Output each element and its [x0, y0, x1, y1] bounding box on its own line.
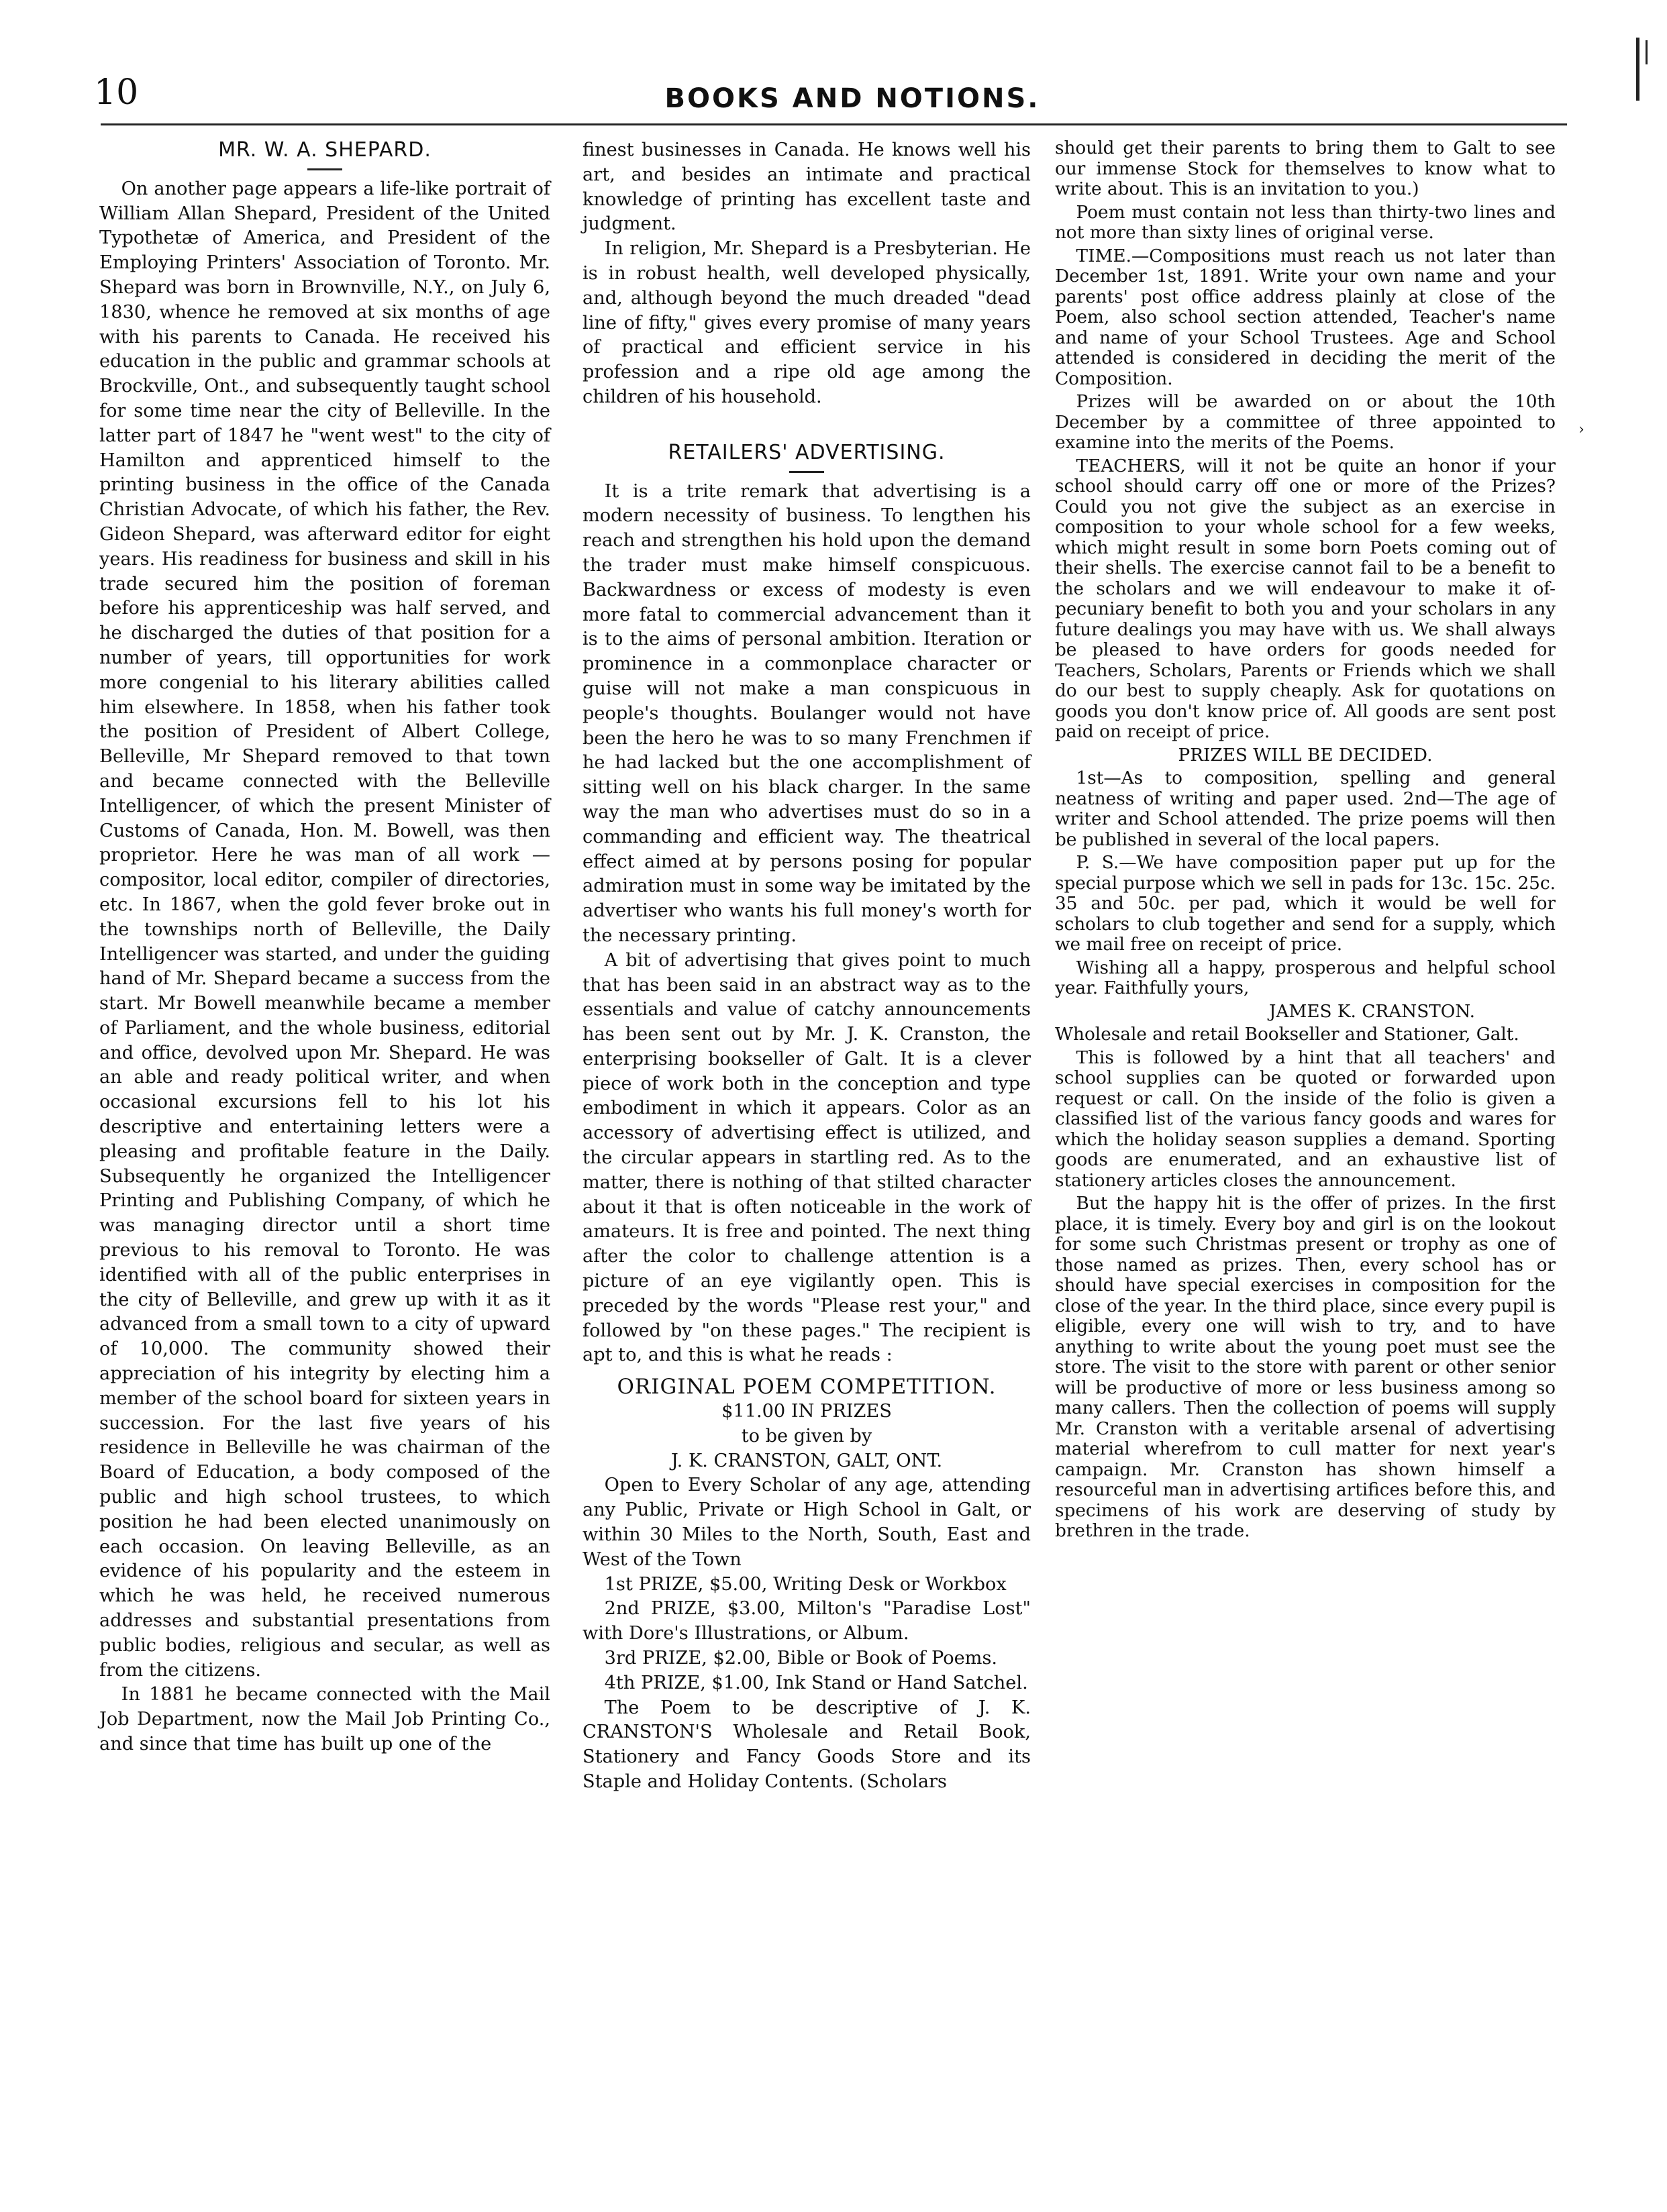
paragraph: finest businesses in Canada. He knows well his art, and besides an intimate and practical knowledge of printing has excellent taste and judgment. — [583, 140, 1031, 235]
margin-mark — [1646, 40, 1648, 64]
prize-item: 4th PRIZE, $1.00, Ink Stand or Hand Satchel. — [604, 1672, 1028, 1693]
poem-competition-title: ORIGINAL POEM COMPETITION. — [617, 1375, 997, 1400]
prizes-heading: PRIZES WILL BE DECIDED. — [1178, 745, 1433, 766]
spacer — [583, 410, 1031, 441]
paragraph: 1st—As to composition, spelling and general neatness of writing and paper used. 2nd—The age of writer and School attended. The prize poems will then be published in several of the local papers. — [1055, 768, 1556, 850]
paragraph: In religion, Mr. Shepard is a Presbyterian. He is in robust health, well developed physically, and, although beyond the much dreaded "dead line of fifty," gives every promise of many years of practical and efficient service in his profession and a ripe old age among the children of his household. — [583, 238, 1031, 407]
paragraph: On another page appears a life-like portrait of William Allan Shepard, President of the United Typothetæ of America, and President of the Employing Printers' Association of Toronto. Mr. Shepard was born in Brownville, N.Y., on July 6, 1830, whence he removed at six months of age with his parents to Canada. He received his education in the public and grammar schools at Brockville, Ont., and subsequently taught school for some time near the city of Belleville. In the latter part of 1847 he "went west" to the city of Hamilton and apprenticed himself to the printing business in the office of the Canada Christian Advocate, of which his father, the Rev. Gideon Shepard, was afterward editor for eight years. His readiness for business and skill in his trade secured him the position of foreman before his apprenticeship was half served, and he discharged the duties of that position for a number of years, till opportunities for work more congenial to his literary abilities called him elsewhere. In 1858, when his father took the position of President of Albert College, Belleville, Mr Shepard removed to that town and became connected with the Belleville Intelligencer, of which the present Minister of Customs of Canada, Hon. M. Bowell, was then proprietor. Here he was man of all work — compositor, local editor, compiler of directories, etc. In 1867, when the gold fever broke out in the townships north of Belleville, the Daily Intelligencer was started, and under the guiding hand of Mr. Shepard became a success from the start. Mr Bowell meanwhile became a member of Parliament, and the whole business, editorial and office, devolved upon Mr. Shepard. He was an able and ready political writer, and when occasional excursions fell to his lot his descriptive and entertaining letters were a pleasing and profitable feature in the Daily. Subsequently he organized the Intelligencer Printing and Publishing Company, of which he was managing director until a short time previous to his removal to Toronto. He was identified with all of the public enterprises in the city of Belleville, and grew up with it as it advanced from a small town to a city of upward of 10,000. The community showed their appreciation of his integrity by electing him a member of the school board for sixteen years in succession. For the last five years of his residence in Belleville he was chairman of the Board of Education, a body composed of the public and high school trustees, to which position he had been elected unanimously on each occasion. On leaving Belleville, as an evidence of his popularity and the esteem in which he was held, he received numerous addresses and substantial presentations from public bodies, religious and secular, as well as from the citizens. — [99, 178, 550, 1681]
title-rule — [307, 168, 342, 170]
prize-item: 2nd PRIZE, $3.00, Milton's "Paradise Lost" with Dore's Illustrations, or Album. — [583, 1598, 1031, 1644]
given-by-line: to be given by — [741, 1425, 872, 1446]
paragraph: A bit of advertising that gives point to much that has been said in an abstract way as to the essentials and value of catchy announcements has been sent out by Mr. J. K. Cranston, the enterprising bookseller of Galt. It is a clever piece of work both in the conception and type embodiment in which it appears. Color as an accessory of advertising effect is utilized, and the circular appears in startling red. As to the matter, there is nothing of that stilted character about it that is often noticeable in the work of amateurs. It is free and pointed. The next thing after the color to challenge attention is a picture of an eye vigilantly open. This is preceded by the words "Please rest your," and followed by "on these pages." The recipient is apt to, and this is what he reads : — [583, 949, 1031, 1366]
prize-item: 3rd PRIZE, $2.00, Bible or Book of Poems. — [604, 1648, 998, 1669]
paragraph: TEACHERS, will it not be quite an honor if your school should carry off one or more of the Prizes? Could you not give the subject as an exercise in composition to your whole school for a few weeks, which might result in some born Poets coming out of their shells. The exercise cannot fail to be a benefit to the scholars and we will endeavour to make it of-pecuniary benefit to both you and your scholars in any future dealings you may have with us. We shall always be pleased to have orders for goods needed for Teachers, Scholars, Parents or Friends which we shall do our best to supply cheaply. Ask for quotations on goods you don't know price of. All goods are sent post paid on receipt of price. — [1055, 456, 1556, 742]
page-number: 10 — [94, 72, 139, 113]
title-rule — [789, 471, 824, 473]
paragraph: Open to Every Scholar of any age, attending any Public, Private or High School in Galt, or within 30 Miles to the North, South, East and West of the Town — [583, 1475, 1031, 1570]
paragraph: Wishing all a happy, prosperous and helpful school year. Faithfully yours, — [1055, 957, 1556, 998]
signature: JAMES K. CRANSTON. — [1268, 1001, 1475, 1022]
prize-item: 1st PRIZE, $5.00, Writing Desk or Workbox — [604, 1573, 1007, 1595]
column-1 — [99, 138, 550, 1757]
giver-line: J. K. CRANSTON, GALT, ONT. — [670, 1450, 943, 1471]
paragraph: P. S.—We have composition paper put up for the special purpose which we sell in pads for 13c. 15c. 25c. 35 and 50c. per pad, which it would be well for scholars to club together and send for a supply, which we mail free on receipt of price. — [1055, 853, 1556, 955]
paragraph: Poem must contain not less than thirty-two lines and not more than sixty lines of original verse. — [1055, 202, 1556, 243]
column-2 — [583, 138, 1031, 1795]
article-title-shepard: MR. W. A. SHEPARD. — [218, 138, 432, 162]
paragraph: should get their parents to bring them to Galt to see our immense Stock for themselves to know what to write about. This is an invitation to you.) — [1055, 138, 1556, 199]
paragraph: Prizes will be awarded on or about the 10th December by a committee of three appointed to examine into the merits of the Poems. — [1055, 392, 1556, 453]
margin-mark: › — [1578, 421, 1584, 438]
prizes-line: $11.00 IN PRIZES — [721, 1401, 892, 1422]
column-3 — [1055, 138, 1556, 1544]
paragraph: Wholesale and retail Bookseller and Stationer, Galt. — [1055, 1024, 1519, 1045]
margin-mark — [1636, 38, 1639, 101]
paragraph: TIME.—Compositions must reach us not later than December 1st, 1891. Write your own name and your parents' post office address plainly at close of the Poem, also school section attended, Teacher's name and name of your School Trustees. Age and School attended is considered in deciding the merit of the Composition. — [1055, 246, 1556, 389]
paragraph: In 1881 he became connected with the Mail Job Department, now the Mail Job Printing Co., and since that time has built up one of the — [99, 1684, 550, 1754]
paragraph: It is a trite remark that advertising is a modern necessity of business. To lengthen his reach and strengthen his hold upon the demand the trader must make himself conspicuous. Backwardness or excess of modesty is even more fatal to commercial advancement than it is to the aims of personal ambition. Iteration or prominence in a commonplace character or guise will not make a man conspicuous in people's thoughts. Boulanger would not have been the hero he was to so many Frenchmen if he had lacked but the one accomplishment of sitting well on his black charger. In the same way the man who advertises must do so in a commanding and efficient way. The theatrical effect aimed at by persons posing for popular admiration must in some way be imitated by the advertiser who wants his full money's worth for the necessary printing. — [583, 480, 1031, 946]
paragraph: This is followed by a hint that all teachers' and school supplies can be quoted or forwarded upon request or call. On the inside of the folio is given a classified list of the various fancy goods and wares for which the holiday season supplies a demand. Sporting goods are enumerated, and an exhaustive list of stationery articles closes the announcement. — [1055, 1047, 1556, 1191]
paragraph: But the happy hit is the offer of prizes. In the first place, it is timely. Every boy and girl is on the lookout for some such Christmas present or trophy as one of those named as prizes. Then, every school has or should have special exercises in composition for the close of the year. In the third place, since every pupil is eligible, every one will wish to try, and to have anything to write about the young poet must see the store. The visit to the store with parent or other senior will be productive of more or less business among so many callers. Then the collection of poems will supply Mr. Cranston with a veritable arsenal of advertising material wherefrom to cull matter for next year's campaign. Mr. Cranston has shown himself a resourceful man in advertising artifices before this, and specimens of his work are deserving of study by brethren in the trade. — [1055, 1194, 1556, 1541]
paragraph: The Poem to be descriptive of J. K. CRANSTON'S Wholesale and Retail Book, Stationery and Fancy Goods Store and its Staple and Holiday Contents. (Scholars — [583, 1697, 1031, 1792]
article-title-advertising: RETAILERS' ADVERTISING. — [668, 440, 946, 464]
running-title: BOOKS AND NOTIONS. — [664, 83, 1040, 114]
header-rule — [101, 123, 1567, 125]
